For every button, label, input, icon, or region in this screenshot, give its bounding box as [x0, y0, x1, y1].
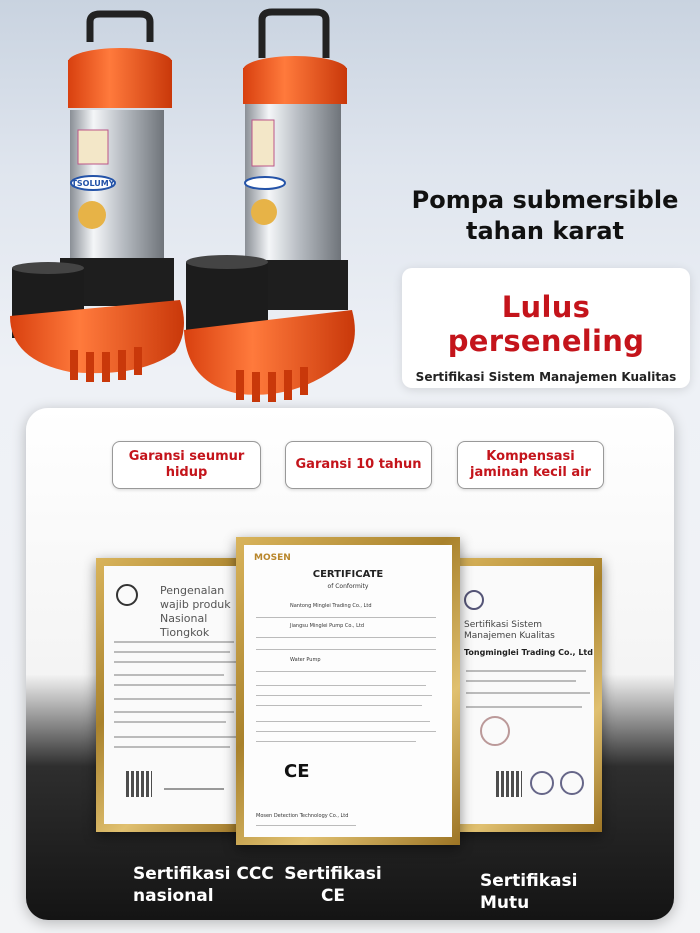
ccc-overlay-text: Pengenalan wajib produk Nasional Tiongkok — [160, 584, 231, 639]
certification-card — [402, 268, 690, 388]
headline-line-2: tahan karat — [465, 217, 625, 245]
accreditation-icon — [530, 771, 554, 795]
ce-product: Water Pump — [290, 657, 321, 663]
certificate-ce — [236, 537, 460, 845]
product-headline — [400, 185, 690, 247]
ce-applicant: Nantong Minglei Trading Co., Ltd — [290, 603, 372, 609]
ccc-logo-icon — [116, 584, 138, 606]
certification-title: Lulus perseneling — [447, 290, 645, 358]
certificate-ccc-paper — [104, 566, 240, 824]
accreditation-icon — [560, 771, 584, 795]
quality-overlay-text: Sertifikasi Sistem Manajemen Kualitas — [464, 620, 555, 641]
label-ccc-certification: Sertifikasi CCC nasional — [133, 864, 274, 906]
ce-manufacturer: Jiangsu Minglei Pump Co., Ltd — [290, 623, 365, 629]
pump-left — [10, 14, 184, 382]
hero-section — [0, 0, 700, 410]
pump-brand: TSOLUMY — [71, 179, 115, 188]
iso-logo-icon — [464, 590, 484, 610]
ce-subheading: of Conformity — [327, 583, 369, 590]
pump-right — [184, 12, 355, 402]
stamp-icon — [480, 716, 510, 746]
certificate-ce-paper — [244, 545, 452, 837]
label-quality-certification: Sertifikasi Mutu — [480, 871, 578, 913]
badge-lifetime-warranty: Garansi seumur hidup — [112, 441, 261, 489]
ce-heading: CERTIFICATE — [312, 569, 384, 580]
pump-illustration — [0, 0, 400, 410]
ce-issuer-brand: MOSEN — [254, 553, 291, 563]
certificate-quality-paper — [460, 566, 594, 824]
badge-water-compensation: Kompensasi jaminan kecil air — [457, 441, 604, 489]
quality-company: Tongminglei Trading Co., Ltd — [464, 648, 593, 657]
certificate-quality — [452, 558, 602, 832]
ce-issuer: Mosen Detection Technology Co., Ltd — [256, 813, 349, 819]
label-ce-certification: Sertifikasi CE — [284, 864, 382, 906]
certification-subtitle: Sertifikasi Sistem Manajemen Kualitas — [415, 370, 677, 384]
certificate-ccc — [96, 558, 248, 832]
headline-line-1: Pompa submersible — [411, 186, 679, 214]
badge-10-year-warranty: Garansi 10 tahun — [285, 441, 432, 489]
qr-code-icon — [496, 771, 522, 797]
qr-code-icon — [126, 771, 152, 797]
ce-mark-icon: CE — [284, 761, 310, 782]
